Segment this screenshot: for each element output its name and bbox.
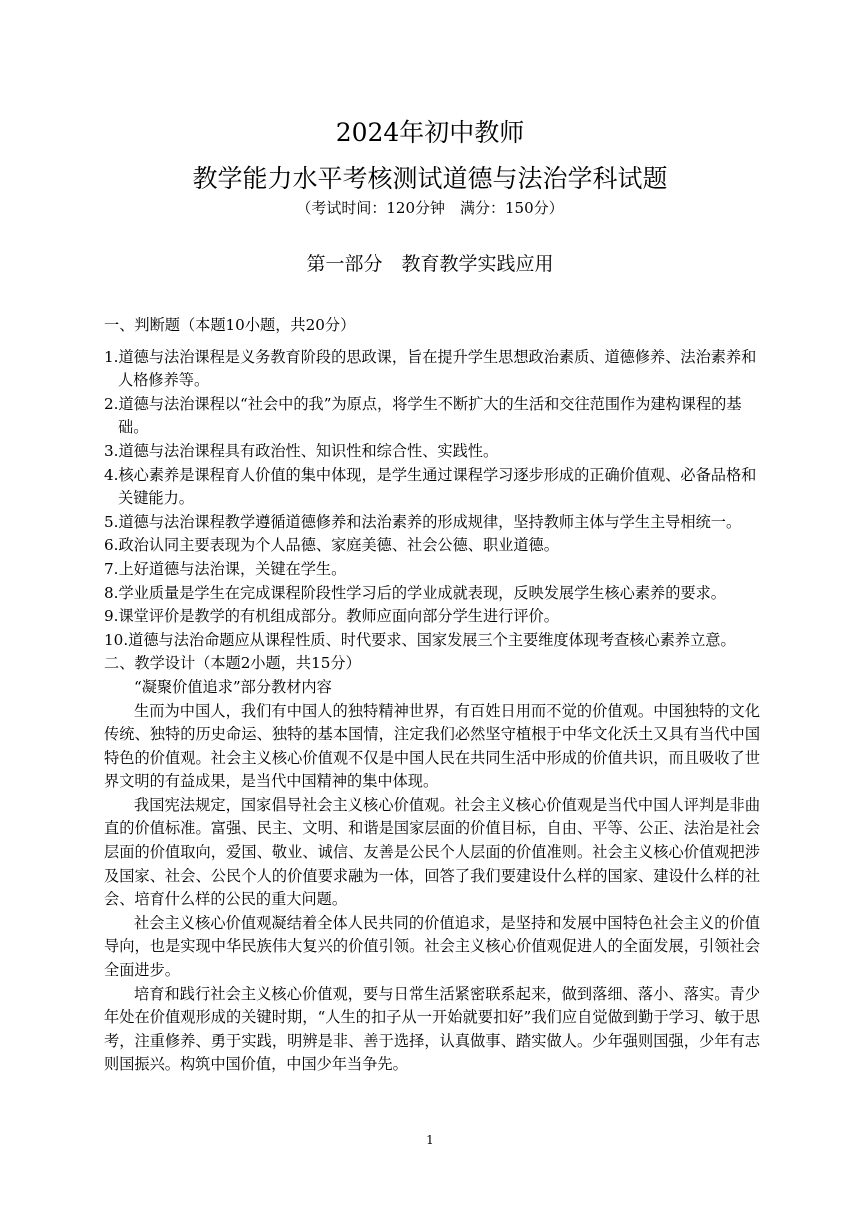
question-item: 10.道德与法治命题应从课程性质、时代要求、国家发展三个主要维度体现考查核心素养立意。: [104, 630, 736, 649]
title-line-2: 教学能力水平考核测试道德与法治学科试题: [192, 164, 668, 193]
question-item: 6.政治认同主要表现为个人品德、家庭美德、社会公德、职业道德。: [104, 536, 559, 555]
title-line-1: 2024年初中教师: [335, 118, 525, 147]
part-title: 第一部分 教育教学实践应用: [306, 253, 554, 275]
section-1-heading: 一、判断题（本题10小题，共20分）: [104, 316, 356, 334]
material-title: “凝聚价值追求”部分教材内容: [134, 677, 332, 696]
question-item: 2.道德与法治课程以“社会中的我”为原点，将学生不断扩大的生活和交往范围作为建构课程的基础。: [104, 394, 742, 437]
question-item: 4.核心素养是课程育人价值的集中体现，是学生通过课程学习逐步形成的正确价值观、必备品格和关键能力。: [104, 465, 757, 508]
material-paragraph: 培育和践行社会主义核心价值观，要与日常生活紧密联系起来，做到落细、落小、落实。青少年处在价值观形成的关键时期，“人生的扣子从一开始就要扣好”我们应自觉做到勤于学习、敏于思考，注重修养、勇于实践，明辨是非、善于选择，认真做事、踏实做人。少年强则国强，少年有志则国振兴。构筑中国价值，中国少年当争先。: [104, 984, 760, 1074]
question-item: 9.课堂评价是教学的有机组成部分。教师应面向部分学生进行评价。: [104, 607, 559, 626]
exam-body: [104, 314, 760, 1077]
question-item: 5.道德与法治课程教学遵循道德修养和法治素养的形成规律，坚持教师主体与学生主导相统一。: [104, 512, 742, 531]
material-paragraph: 我国宪法规定，国家倡导社会主义核心价值观。社会主义核心价值观是当代中国人评判是非曲直的价值标准。富强、民主、文明、和谐是国家层面的价值目标，自由、平等、公正、法治是社会层面的价值取向，爱国、敬业、诚信、友善是公民个人层面的价值准则。社会主义核心价值观把涉及国家、社会、公民个人的价值要求融为一体，回答了我们要建设什么样的国家、建设什么样的社会、培育什么样的公民的重大问题。: [104, 795, 760, 909]
section-2-heading: 二、教学设计（本题2小题，共15分）: [104, 654, 361, 673]
exam-info: （考试时间：120分钟 满分：150分）: [296, 199, 564, 217]
material-paragraph: 生而为中国人，我们有中国人的独特精神世界，有百姓日用而不觉的价值观。中国独特的文化传统、独特的历史命运、独特的基本国情，注定我们必然坚守植根于中华文化沃土又具有当代中国特色的价值观。社会主义核心价值观不仅是中国人民在共同生活中形成的价值共识，而且吸收了世界文明的有益成果，是当代中国精神的集中体现。: [104, 701, 760, 791]
judgment-question-list: [104, 346, 760, 653]
question-item: 8.学业质量是学生在完成课程阶段性学习后的学业成就表现，反映发展学生核心素养的要求。: [104, 583, 726, 602]
question-item: 7.上好道德与法治课，关键在学生。: [104, 559, 347, 578]
page-number: 1: [426, 1133, 434, 1147]
material-paragraph: 社会主义核心价值观凝结着全体人民共同的价值追求，是坚持和发展中国特色社会主义的价值导向，也是实现中华民族伟大复兴的价值引领。社会主义核心价值观促进人的全面发展，引领社会全面进步。: [104, 913, 760, 980]
question-item: 1.道德与法治课程是义务教育阶段的思政课，旨在提升学生思想政治素质、道德修养、法治素养和人格修养等。: [104, 347, 757, 390]
question-item: 3.道德与法治课程具有政治性、知识性和综合性、实践性。: [104, 441, 499, 460]
